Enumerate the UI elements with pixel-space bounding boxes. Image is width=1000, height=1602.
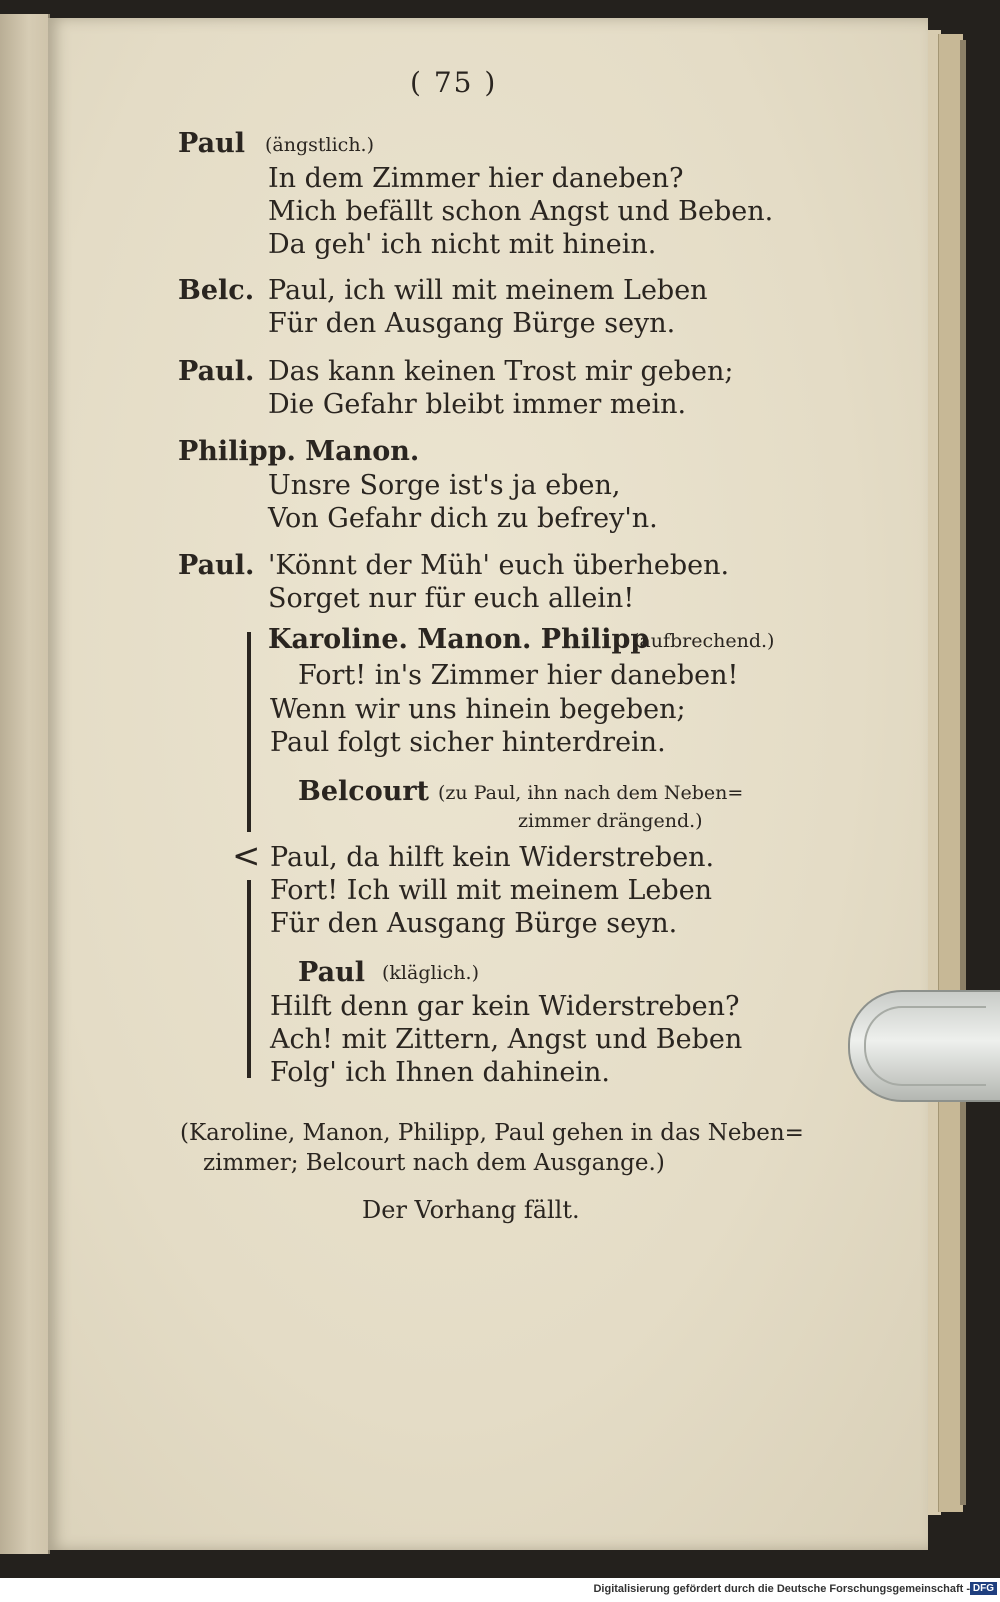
stage-direction: (zu Paul, ihn nach dem Neben= — [438, 782, 744, 804]
page-clip — [848, 990, 1000, 1102]
facing-page-edge — [0, 14, 50, 1554]
stage-direction: zimmer drängend.) — [518, 810, 703, 832]
digitization-footer — [0, 1578, 1000, 1602]
ensemble-brace-top — [247, 632, 251, 832]
verse-line: In dem Zimmer hier daneben? — [268, 163, 684, 194]
cover-edge — [960, 40, 966, 1505]
verse-line: 'Könnt der Müh' euch überheben. — [268, 550, 730, 581]
speaker-label: Paul — [298, 957, 365, 988]
stage-direction: (aufbrechend.) — [632, 630, 775, 652]
stage-direction: (ängstlich.) — [265, 134, 375, 156]
verse-line: Von Gefahr dich zu befrey'n. — [268, 503, 658, 534]
verse-line: Für den Ausgang Bürge seyn. — [268, 308, 676, 339]
verse-line: Paul, da hilft kein Widerstreben. — [270, 842, 715, 873]
verse-line: Paul, ich will mit meinem Leben — [268, 275, 708, 306]
speaker-label: Paul — [178, 128, 245, 159]
verse-line: Ach! mit Zittern, Angst und Beben — [270, 1024, 743, 1055]
verse-line: Paul folgt sicher hinterdrein. — [270, 727, 666, 758]
curtain-line: Der Vorhang fällt. — [362, 1196, 580, 1224]
ensemble-brace-point: < — [232, 836, 261, 876]
verse-line: Sorget nur für euch allein! — [268, 583, 635, 614]
dfg-logo: DFG — [970, 1582, 997, 1595]
stage-direction: (kläglich.) — [382, 962, 479, 984]
verse-line: Das kann keinen Trost mir geben; — [268, 356, 734, 387]
ensemble-speakers: Karoline. Manon. Philipp — [268, 624, 650, 655]
footer-text: Digitalisierung gefördert durch die Deutsche Forschungsgemeinschaft - — [593, 1583, 970, 1595]
speaker-label: Belcourt — [298, 776, 430, 807]
speaker-label: Belc. — [178, 275, 255, 306]
stage-direction-exit: (Karoline, Manon, Philipp, Paul gehen in das Neben= — [180, 1120, 804, 1146]
verse-line: Fort! in's Zimmer hier daneben! — [298, 660, 739, 691]
stage-direction-exit-2: zimmer; Belcourt nach dem Ausgange.) — [203, 1150, 665, 1176]
speaker-label: Paul. — [178, 550, 255, 581]
verse-line: Hilft denn gar kein Widerstreben? — [270, 991, 740, 1022]
speaker-label: Paul. — [178, 356, 255, 387]
page-number: ( 75 ) — [410, 66, 498, 99]
verse-line: Fort! Ich will mit meinem Leben — [270, 875, 713, 906]
verse-line: Unsre Sorge ist's ja eben, — [268, 470, 621, 501]
speaker-label: Philipp. Manon. — [178, 436, 420, 467]
verse-line: Wenn wir uns hinein begeben; — [270, 694, 686, 725]
verse-line: Da geh' ich nicht mit hinein. — [268, 229, 657, 260]
verse-line: Folg' ich Ihnen dahinein. — [270, 1057, 610, 1088]
verse-line: Für den Ausgang Bürge seyn. — [270, 908, 678, 939]
verse-line: Die Gefahr bleibt immer mein. — [268, 389, 687, 420]
ensemble-brace-bottom — [247, 880, 251, 1078]
verse-line: Mich befällt schon Angst und Beben. — [268, 196, 774, 227]
